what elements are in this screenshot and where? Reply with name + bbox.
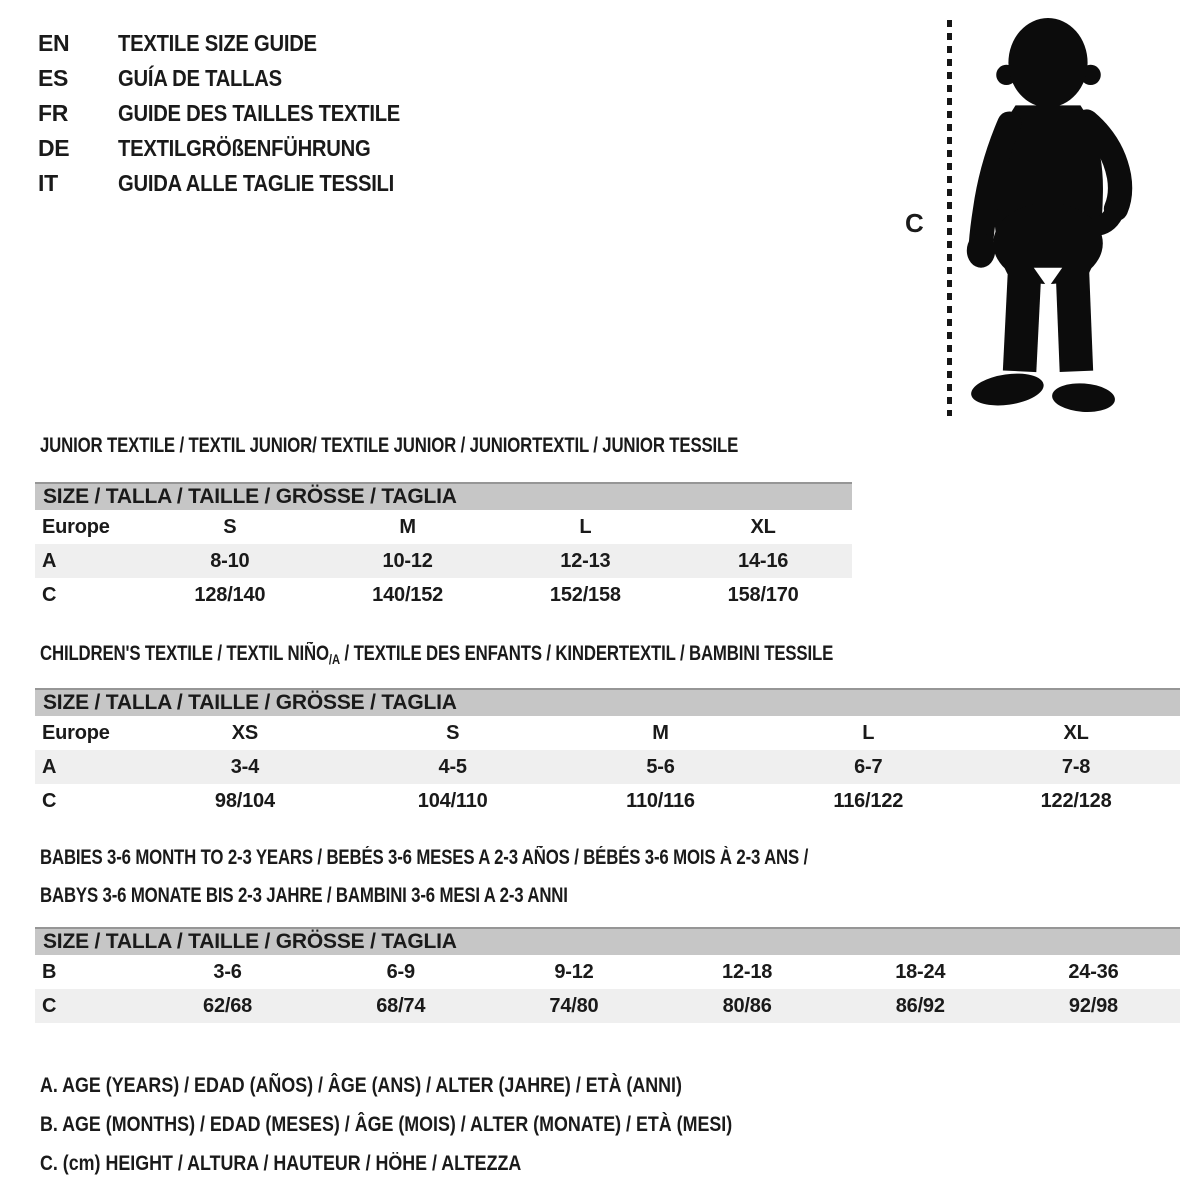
age-cell: 7-8 [1061, 755, 1091, 778]
height-cell: 104/110 [417, 789, 488, 812]
size-header-text: SIZE / TALLA / TAILLE / GRÖSSE / TAGLIA [43, 485, 457, 508]
size-cell: L [579, 515, 592, 538]
height-cell: 62/68 [203, 994, 253, 1017]
toddler-silhouette-icon [960, 14, 1136, 420]
children-title-text [40, 642, 833, 666]
size-header-text: SIZE / TALLA / TAILLE / GRÖSSE / TAGLIA [43, 691, 457, 714]
legend-text-b: B. AGE (MONTHS) / EDAD (MESES) / ÂGE (MOIS) / ALTER (MONATE) / ETÀ (MESI) [40, 1112, 733, 1136]
size-cell: XL [750, 515, 776, 538]
size-cell: M [399, 515, 416, 538]
height-measure-dashed-line [947, 20, 952, 416]
language-row-it [38, 166, 439, 201]
months-cell: 18-24 [895, 960, 946, 983]
legend-line-b [40, 1105, 854, 1144]
height-cell: 86/92 [895, 994, 945, 1017]
language-label: GUIDA ALLE TAGLIE TESSILI [118, 170, 395, 196]
age-cell: 5-6 [646, 755, 675, 778]
junior-title-text: JUNIOR TEXTILE / TEXTIL JUNIOR/ TEXTILE JUNIOR / JUNIORTEXTIL / JUNIOR TESSILE [40, 434, 739, 457]
row-label: C [42, 789, 57, 812]
language-code: ES [38, 65, 69, 91]
size-cell: S [223, 515, 237, 538]
babies-size-table [35, 927, 1180, 1023]
size-cell: L [862, 721, 875, 744]
age-cell: 10-12 [382, 549, 433, 572]
language-row-fr [38, 96, 439, 131]
language-row-de [38, 131, 439, 166]
age-cell: 4-5 [438, 755, 467, 778]
measurement-legend [40, 1066, 854, 1183]
height-cell: 68/74 [376, 994, 426, 1017]
age-cell: 12-13 [560, 549, 611, 572]
language-row-es [38, 61, 439, 96]
row-label: Europe [42, 515, 110, 538]
junior-age-row [35, 544, 852, 578]
language-label: TEXTILGRÖßENFÜHRUNG [118, 135, 371, 161]
row-label: C [42, 583, 57, 606]
row-label: A [42, 755, 57, 778]
row-label: B [42, 960, 57, 983]
junior-section-title [40, 434, 913, 458]
language-code: IT [38, 170, 58, 196]
row-label: C [42, 994, 57, 1017]
babies-title-text-line2: BABYS 3-6 MONATE BIS 2-3 JAHRE / BAMBINI 3-6 MESI A 2-3 ANNI [40, 884, 568, 907]
children-title-part2: / TEXTILE DES ENFANTS / KINDERTEXTIL / BAMBINI TESSILE [340, 642, 834, 665]
language-title-list [38, 26, 439, 201]
height-cell: 92/98 [1068, 994, 1118, 1017]
language-code: FR [38, 100, 69, 126]
language-label: GUIDE DES TAILLES TEXTILE [118, 100, 401, 126]
children-size-header-bar [35, 688, 1180, 716]
months-cell: 12-18 [722, 960, 773, 983]
language-label: TEXTILE SIZE GUIDE [118, 30, 317, 56]
height-cell: 74/80 [549, 994, 599, 1017]
row-label: A [42, 549, 57, 572]
age-cell: 8-10 [210, 549, 250, 572]
children-age-row [35, 750, 1180, 784]
height-cell: 122/128 [1040, 789, 1112, 812]
children-title-part1: CHILDREN'S TEXTILE / TEXTIL NIÑO [40, 642, 329, 665]
height-cell: 116/122 [833, 789, 904, 812]
language-label: GUÍA DE TALLAS [118, 65, 282, 91]
junior-height-row [35, 578, 852, 612]
row-label: Europe [42, 721, 110, 744]
months-cell: 9-12 [554, 960, 594, 983]
height-cell: 128/140 [194, 583, 266, 606]
language-code: DE [38, 135, 70, 161]
junior-size-header-bar [35, 482, 852, 510]
babies-section-title-line1 [40, 846, 1000, 870]
babies-section-title-line2 [40, 884, 700, 908]
height-cell: 158/170 [727, 583, 799, 606]
legend-text-c: C. (cm) HEIGHT / ALTURA / HAUTEUR / HÖHE / ALTEZZA [40, 1151, 522, 1175]
children-size-table [35, 688, 1180, 818]
height-cell: 140/152 [372, 583, 444, 606]
children-title-subscript: /A [328, 651, 341, 667]
size-header-text: SIZE / TALLA / TAILLE / GRÖSSE / TAGLIA [43, 930, 457, 953]
height-cell: 152/158 [549, 583, 621, 606]
babies-months-row [35, 955, 1180, 989]
babies-height-row [35, 989, 1180, 1023]
size-cell: XL [1063, 721, 1089, 744]
language-row-en [38, 26, 439, 61]
height-cell: 80/86 [722, 994, 772, 1017]
months-cell: 24-36 [1068, 960, 1119, 983]
babies-size-header-bar [35, 927, 1180, 955]
height-measure-label: C [905, 208, 924, 238]
age-cell: 14-16 [738, 549, 789, 572]
junior-region-row [35, 510, 852, 544]
height-cell: 110/116 [626, 789, 695, 812]
legend-line-a [40, 1066, 854, 1105]
language-code: EN [38, 30, 70, 56]
children-section-title [40, 642, 1031, 666]
age-cell: 6-7 [854, 755, 883, 778]
junior-size-table [35, 482, 852, 612]
children-region-row [35, 716, 1180, 750]
children-height-row [35, 784, 1180, 818]
months-cell: 3-6 [213, 960, 242, 983]
size-cell: XS [231, 721, 259, 744]
size-cell: M [652, 721, 669, 744]
age-cell: 3-4 [230, 755, 260, 778]
size-cell: S [446, 721, 460, 744]
months-cell: 6-9 [386, 960, 415, 983]
legend-text-a: A. AGE (YEARS) / EDAD (AÑOS) / ÂGE (ANS) / ALTER (JAHRE) / ETÀ (ANNI) [40, 1073, 682, 1097]
height-cell: 98/104 [214, 789, 275, 812]
babies-title-text-line1: BABIES 3-6 MONTH TO 2-3 YEARS / BEBÉS 3-6 MESES A 2-3 AÑOS / BÉBÉS 3-6 MOIS À 2-3 ANS / [40, 846, 809, 869]
legend-line-c [40, 1144, 854, 1183]
